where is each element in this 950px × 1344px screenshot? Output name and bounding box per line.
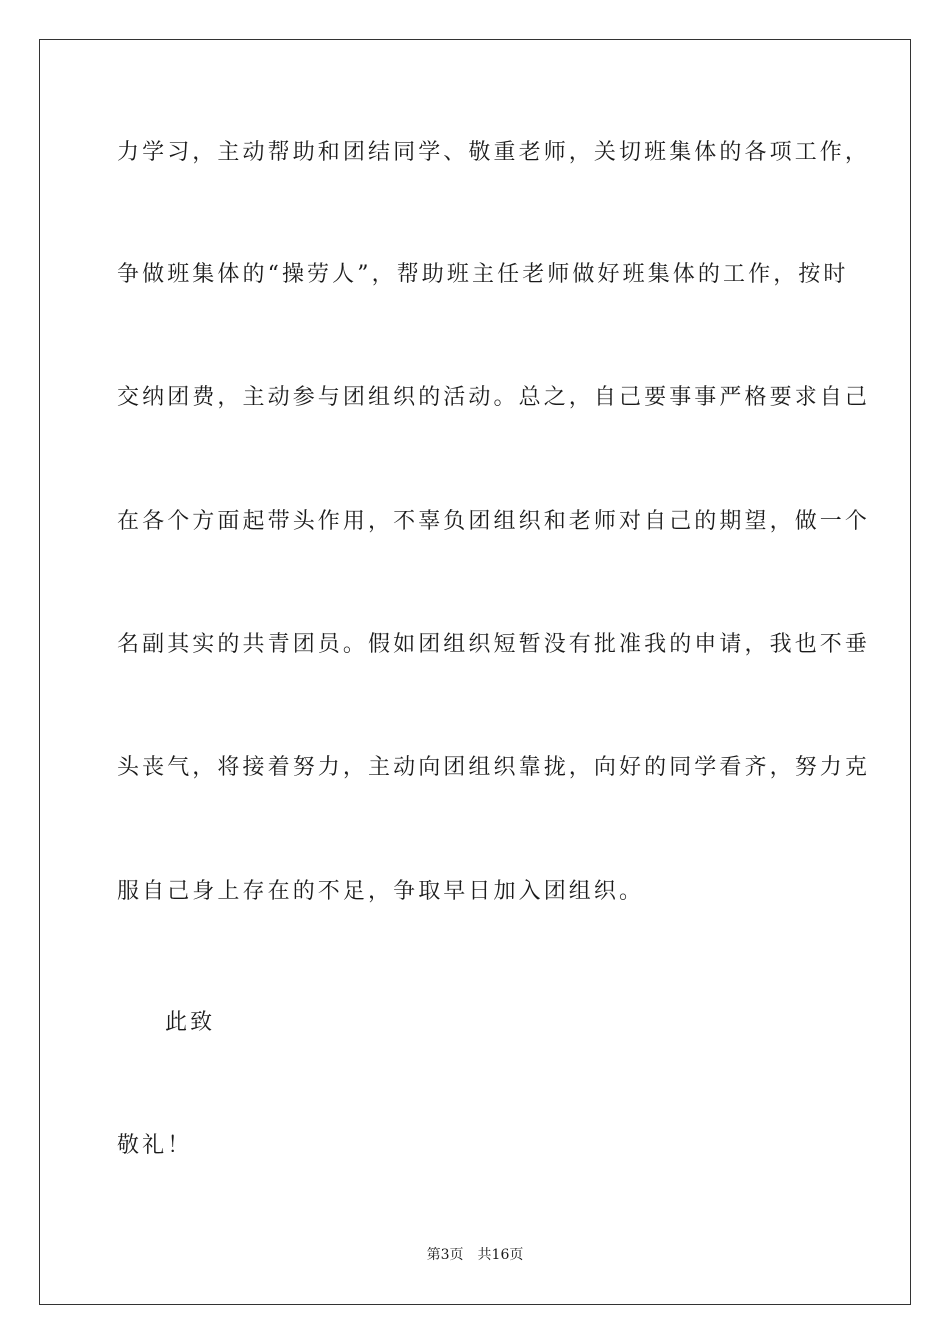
body-text-line-2: 争做班集体的“操劳人”，帮助班主任老师做好班集体的工作，按时 [117, 262, 849, 287]
body-text-line-6: 头丧气，将接着努力，主动向团组织靠拢，向好的同学看齐，努力克 [117, 755, 871, 780]
body-text-line-7: 服自己身上存在的不足，争取早日加入团组织。 [117, 879, 645, 904]
regards-text: 敬礼！ [117, 1133, 193, 1158]
body-text-line-5: 名副其实的共青团员。假如团组织短暂没有批准我的申请，我也不垂 [117, 632, 871, 657]
page-number: 第3页 [426, 1247, 464, 1263]
page-footer [0, 1246, 950, 1264]
body-text-line-3: 交纳团费，主动参与团组织的活动。总之，自己要事事严格要求自己 [117, 385, 871, 410]
body-text-line-4: 在各个方面起带头作用，不辜负团组织和老师对自己的期望，做一个 [117, 509, 871, 534]
page-border [39, 39, 911, 1305]
page-total: 共16页 [477, 1247, 524, 1263]
salutation-text: 此致 [165, 1010, 216, 1035]
body-text-line-1: 力学习，主动帮助和团结同学、敬重老师，关切班集体的各项工作， [117, 140, 871, 165]
